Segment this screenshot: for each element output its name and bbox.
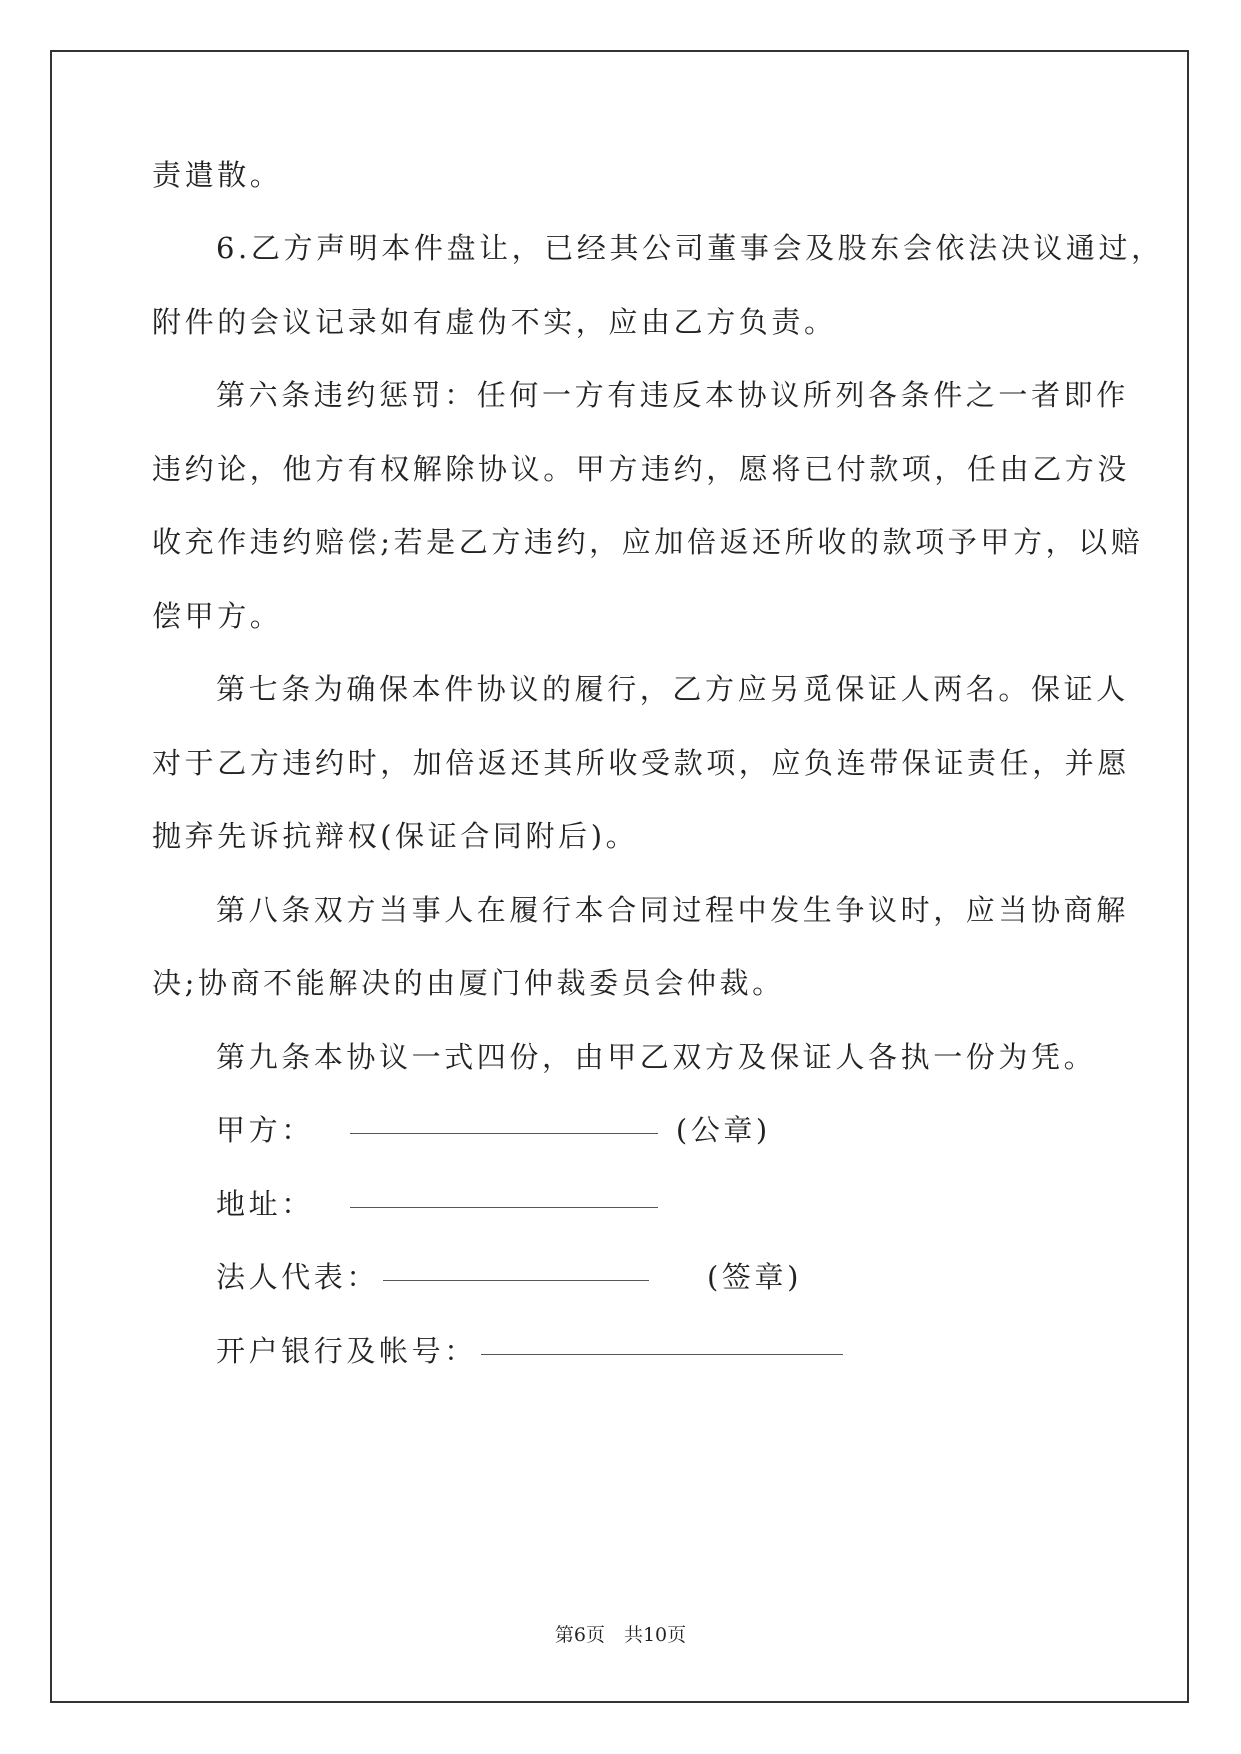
paragraph-line: 对于乙方违约时，加倍返还其所收受款项，应负连带保证责任，并愿	[152, 746, 1131, 780]
bank-row	[216, 1331, 843, 1371]
party-a-blank	[350, 1132, 658, 1134]
paragraph-line: 第八条双方当事人在履行本合同过程中发生争议时，应当协商解	[216, 893, 1129, 927]
paragraph-line: 第六条违约惩罚：任何一方有违反本协议所列各条件之一者即作	[216, 378, 1129, 412]
paragraph-line: 抛弃先诉抗辩权(保证合同附后)。	[152, 819, 639, 853]
bank-label: 开户银行及帐号：	[216, 1334, 477, 1368]
paragraph-line: 违约论，他方有权解除协议。甲方违约，愿将已付款项，任由乙方没	[152, 452, 1131, 486]
paragraph-line: 6.乙方声明本件盘让，已经其公司董事会及股东会依法决议通过，	[216, 231, 1164, 265]
page-border	[50, 50, 1189, 1703]
legal-rep-row	[216, 1257, 802, 1297]
address-row	[216, 1184, 658, 1224]
paragraph-line: 责遣散。	[152, 158, 283, 192]
paragraph-line: 第七条为确保本件协议的履行，乙方应另觅保证人两名。保证人	[216, 672, 1129, 706]
party-a-label: 甲方：	[216, 1113, 314, 1147]
legal-rep-seal: (签章)	[707, 1260, 803, 1294]
legal-rep-label: 法人代表：	[216, 1260, 380, 1294]
paragraph-line: 收充作违约赔偿;若是乙方违约，应加倍返还所收的款项予甲方，以赔	[152, 525, 1144, 559]
page-number: 第6页 共10页	[554, 1624, 687, 1646]
bank-blank	[481, 1353, 843, 1355]
paragraph-line: 偿甲方。	[152, 599, 283, 633]
party-a-seal: (公章)	[675, 1113, 771, 1147]
paragraph-line: 附件的会议记录如有虚伪不实，应由乙方负责。	[152, 305, 837, 339]
party-a-row	[216, 1110, 771, 1150]
address-label: 地址：	[216, 1187, 314, 1221]
address-blank	[350, 1206, 658, 1208]
paragraph-line: 第九条本协议一式四份，由甲乙双方及保证人各执一份为凭。	[216, 1040, 1097, 1074]
paragraph-line: 决;协商不能解决的由厦门仲裁委员会仲裁。	[152, 966, 785, 1000]
legal-rep-blank	[383, 1279, 649, 1281]
